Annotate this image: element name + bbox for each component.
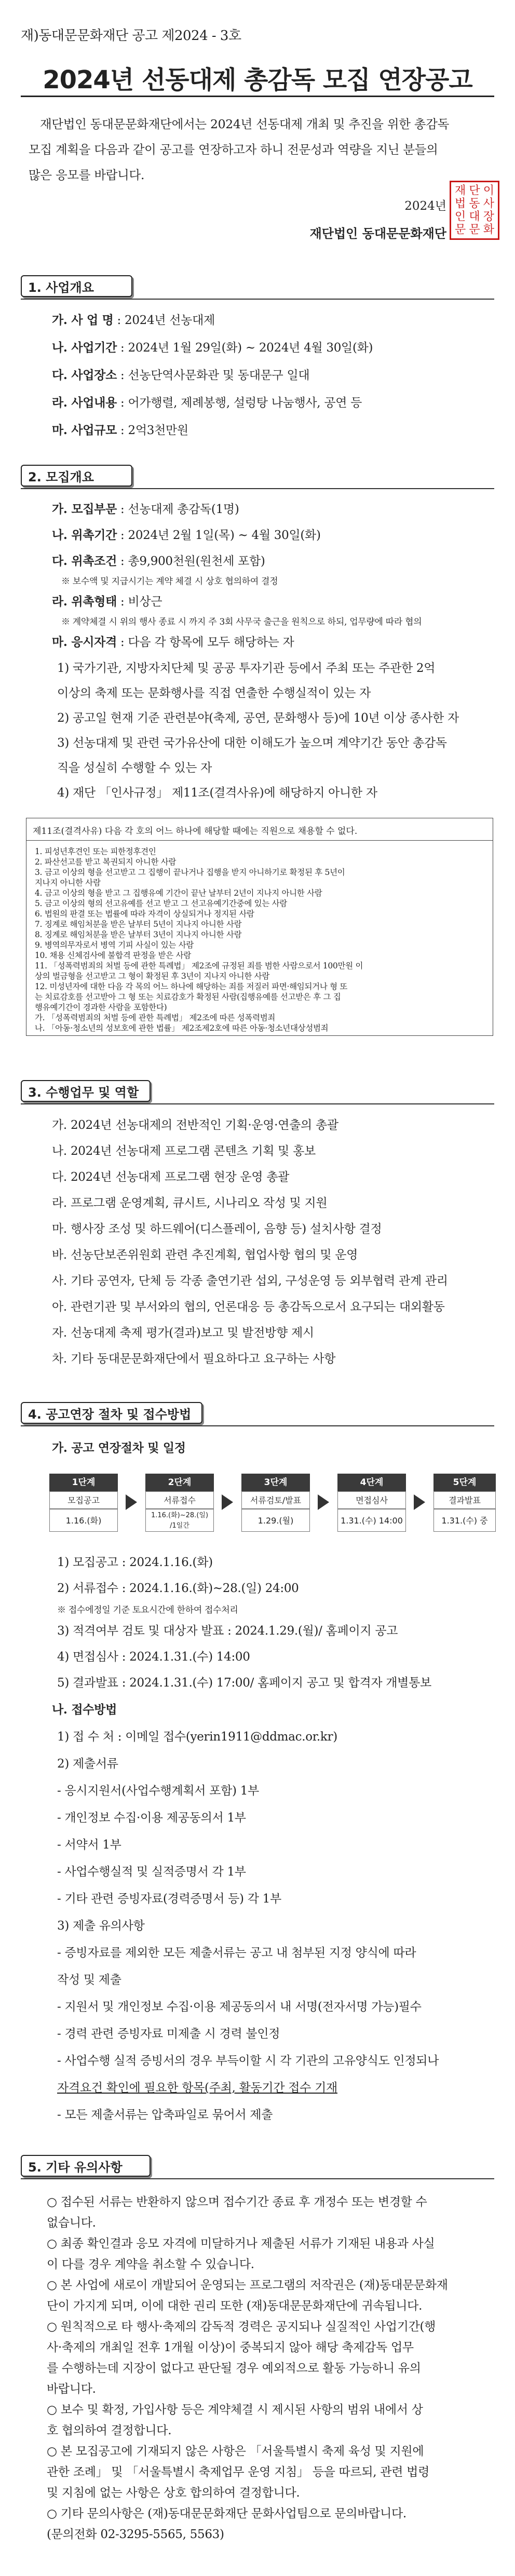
note-line: ○ 본 모집공고에 기재되지 않은 사항은 「서울특별시 축제 육성 및 지원에 [47,2445,424,2458]
method-line: 3) 제출 유의사항 [57,1919,145,1933]
note-line: 바랍니다. [47,2382,96,2396]
flow-step-date: 1.16.(화) [49,1509,118,1532]
disqualification-row: 8. 징계로 해임처분을 받은 날부터 3년이 지나지 아니한 사람 [35,930,242,939]
note-line: 및 지침에 없는 사항은 상호 합의하여 결정합니다. [47,2486,300,2500]
disqualification-row: 3. 금고 이상의 형을 선고받고 그 집행이 끝나거나 집행을 받지 아니하기로 확정된 후 5년이 [35,868,345,877]
disqualification-row: 10. 채용 신체검사에 불합격 판정을 받은 사람 [35,951,191,960]
method-line: - 기타 관련 증빙자료(경력증명서 등) 각 1부 [57,1892,281,1906]
section-divider [21,1103,494,1104]
recruit-item: 다. 위촉조건 : 총9,900천원(원천세 포함) [52,554,265,568]
qualification-line: 직을 성실히 수행할 수 있는 자 [57,761,212,775]
disqualification-row: 행유예기간이 경과한 사람을 포함한다) [35,1003,167,1012]
qualification-line: 2) 공고일 현재 기준 관련분야(축제, 공연, 문화행사 등)에 10년 이상 종사한 자 [57,711,459,725]
section-divider [21,1425,494,1426]
schedule-line: 1) 모집공고 : 2024.1.16.(화) [57,1556,213,1569]
recruit-item: 마. 응시자격 : 다음 각 항목에 모두 해당하는 자 [52,635,294,649]
note-line: ○ 기타 문의사항은 (재)동대문문화재단 문화사업팀으로 문의바랍니다. [47,2507,406,2520]
qualification-line: 3) 선농대제 및 관련 국가유산에 대한 이해도가 높으며 계약기간 동안 총감독 [57,736,447,750]
disqualification-row: 는 치료감호를 선고받아 그 형 또는 치료감호가 확정된 사람(집행유예를 선고받은 후 그 집 [35,992,341,1002]
recruit-item: 가. 모집부문 : 선농대제 총감독(1명) [52,502,239,516]
method-line: 1) 접 수 처 : 이메일 접수(yerin1911@ddmac.or.kr) [57,1730,337,1744]
page-title: 2024년 선동대제 총감독 모집 연장공고 [43,65,472,95]
duty-item: 마. 행사장 조성 및 하드웨어(디스플레이, 음향 등) 설치사항 결정 [52,1222,382,1236]
flow-step-label: 4단계 [337,1474,406,1491]
qualification-line: 4) 재단 「인사규정」 제11조(결격사유)에 해당하지 아니한 자 [57,786,377,800]
flow-step-name: 면접심사 [337,1491,406,1509]
arrow-right-icon [414,1494,425,1510]
method-line: - 응시지원서(사업수행계획서 포함) 1부 [57,1784,259,1798]
note-line: ○ 보수 및 확정, 가입사항 등은 계약체결 시 제시된 사항의 범위 내에서 상 [47,2403,423,2417]
method-line: - 모든 제출서류는 압축파일로 묶어서 제출 [57,2108,273,2122]
method-line: 작성 및 제출 [57,1973,121,1987]
duty-item: 자. 선농대제 축제 평가(결과)보고 및 발전방향 제시 [52,1326,314,1340]
intro-paragraph [29,112,485,188]
method-line: - 사업수행실적 및 실적증명서 각 1부 [57,1865,246,1879]
schedule-line: 4) 면접심사 : 2024.1.31.(수) 14:00 [57,1650,250,1664]
method-line: - 개인정보 수집·이용 제공동의서 1부 [57,1811,246,1825]
recruit-item: 라. 위촉형태 : 비상근 [52,595,162,609]
arrow-right-icon [222,1494,233,1510]
note-text: ※ 계약체결 시 위의 행사 종료 시 까지 주 3회 사무국 출근을 원칙으로 하되, 업무량에 따라 협의 [61,617,422,627]
disqualification-row: 가. 「성폭력범죄의 처벌 등에 관한 특례법」 제2조에 따른 성폭력범죄 [35,1013,276,1022]
schedule-line: 5) 결과발표 : 2024.1.31.(수) 17:00/ 홈페이지 공고 및 합격자 개별통보 [57,1676,431,1690]
duty-item: 다. 2024년 선농대제 프로그램 현장 운영 총괄 [52,1170,290,1184]
disqualification-box [26,818,493,1036]
note-line: 이 다를 경우 계약을 취소할 수 있습니다. [47,2258,254,2271]
notice-date: 2024년 [404,199,446,213]
flow-step-date: 1.16.(화)~28.(일) /1일간 [145,1509,214,1532]
duty-item: 차. 기타 동대문문화재단에서 필요하다고 요구하는 사항 [52,1352,336,1366]
flow-step-label: 5단계 [433,1474,496,1491]
note-line: 를 수행하는데 지장이 없다고 판단될 경우 예외적으로 활동 가능하니 유의 [47,2362,421,2375]
recruit-item: 나. 위촉기간 : 2024년 2월 1일(목) ~ 4월 30일(화) [52,528,321,542]
organization-name: 재단법인 동대문문화재단 [309,226,446,241]
section-heading-duties: 3. 수행업무 및 역할 [21,1080,151,1102]
duty-item: 아. 관련기관 및 부서와의 협의, 언론대응 등 총감독으로서 요구되는 대외활동 [52,1300,445,1314]
overview-item: 라. 사업내용 : 어가행렬, 제례봉행, 설렁탕 나눔행사, 공연 등 [52,396,362,410]
section-divider [21,2178,494,2179]
flow-step-label: 2단계 [145,1474,214,1491]
note-line: ○ 접수된 서류는 반환하지 않으며 접수기간 종료 후 개정수 또는 변경할 수 [47,2195,427,2209]
duty-item: 라. 프로그램 운영계획, 큐시트, 시나리오 작성 및 지원 [52,1196,328,1210]
flow-step-name: 서류검토/발표 [241,1491,310,1509]
duty-item: 나. 2024년 선농대제 프로그램 콘텐츠 기획 및 홍보 [52,1144,316,1158]
arrow-right-icon [126,1494,137,1510]
note-line: ○ 본 사업에 새로이 개발되어 운영되는 프로그램의 저작권은 (재)동대문문화재 [47,2278,448,2292]
section-heading-recruitment: 2. 모집개요 [21,465,132,487]
note-line: 없습니다. [47,2216,96,2230]
disqualification-row: 4. 금고 이상의 형을 받고 그 집행유예 기간이 끝난 날부터 2년이 지나지 아니한 사람 [35,888,322,898]
section-heading-notes: 5. 기타 유의사항 [21,2155,151,2177]
qualification-line: 1) 국가기관, 지방자치단체 및 공공 투자기관 등에서 주최 또는 주관한 2억 [57,662,436,675]
section-divider [21,299,494,300]
flow-step-date: 1.31.(수) 중 [433,1509,496,1532]
note-line: ○ 원칙적으로 타 행사·축제의 감독적 경력은 공지되나 실질적인 사업기간(행 [47,2320,436,2334]
title-divider [21,96,494,97]
arrow-right-icon [318,1494,329,1510]
flow-step-date: 1.29.(월) [241,1509,310,1532]
disqualification-row: 7. 징계로 해임처분을 받은 날부터 5년이 지나지 아니한 사람 [35,920,242,929]
note-line: 사·축제의 개최일 전후 1개월 이상)이 중복되지 않아 해당 축제감독 업무 [47,2341,414,2354]
schedule-note: ※ 접수에정일 기준 토요시간에 한하여 접수처리 [57,1605,238,1615]
disqualification-row: 지나지 아니한 사람 [35,878,101,887]
section-heading-overview: 1. 사업개요 [21,275,132,297]
overview-item: 가. 사 업 명 : 2024년 선농대제 [52,313,215,327]
disqualification-row: 6. 법원의 판결 또는 법률에 따라 자격이 상실되거나 정지된 사람 [35,909,254,919]
overview-item: 마. 사업규모 : 2억3천만원 [52,423,188,437]
method-line: - 증빙자료를 제외한 모든 제출서류는 공고 내 첨부된 지정 양식에 따라 [57,1946,416,1960]
duty-item: 사. 기타 공연자, 단체 등 각종 출연기관 섭외, 구성운영 등 외부협력 관계 관리 [52,1274,448,1288]
duty-item: 바. 선농단보존위원회 관련 추진계획, 협업사항 협의 및 운영 [52,1248,358,1262]
disqualification-row: 9. 병역의무자로서 병역 기피 사실이 있는 사람 [35,940,194,950]
flow-step-date: 1.31.(수) 14:00 [337,1509,406,1532]
subsection-heading: 가. 공고 연장절차 및 일정 [52,1441,186,1455]
subsection-heading: 나. 접수방법 [52,1703,117,1717]
intro-line: 재단법인 동대문문화재단에서는 2024년 선동대제 개최 및 추진을 위한 총감독 [40,117,449,131]
flow-step-label: 1단계 [49,1474,118,1491]
disqualification-row: 상의 벌금형을 선고받고 그 형이 확정된 후 3년이 지나지 아니한 사람 [35,972,270,981]
schedule-line: 2) 서류접수 : 2024.1.16.(화)~28.(일) 24:00 [57,1582,299,1595]
disqualification-row: 12. 미성년자에 대한 다음 각 목의 어느 하나에 해당하는 죄를 저질러 파면·해임되거나 형 또 [35,982,348,991]
disqualification-heading: 제11조(결격사유) 다음 각 호의 어느 하나에 해당할 때에는 직원으로 채용할 수 없다. [33,826,358,837]
note-line: 관한 조례」 및 「서울특별시 축제업무 운영 지침」 등을 따르되, 관련 법령 [47,2465,430,2479]
section-heading-procedure: 4. 공고연장 절차 및 접수방법 [21,1402,202,1424]
flow-step-label: 3단계 [241,1474,310,1491]
disqualification-row: 5. 금고 이상의 형의 선고유예를 선고 받고 그 선고유예기간중에 있는 사람 [35,899,287,908]
flow-step-name: 결과발표 [433,1491,496,1509]
note-text: ※ 보수액 및 지급시기는 계약 체결 시 상호 협의하여 결정 [61,576,278,587]
intro-line: 많은 응모를 바랍니다. [29,168,145,182]
method-line: - 사업수행 실적 증빙서의 경우 부득이할 시 각 기관의 고유양식도 인정되나 [57,2054,439,2068]
method-line: 2) 제출서류 [57,1757,118,1771]
method-line: - 지원서 및 개인정보 수집·이용 제공동의서 내 서명(전자서명 가능)필수 [57,2000,422,2014]
note-line: 단이 가지게 되며, 이에 대한 권리 또한 (재)동대문문화재단에 귀속됩니다. [47,2299,423,2313]
note-line: 호 협의하여 결정합니다. [47,2424,172,2437]
schedule-line: 3) 적격여부 검토 및 대상자 발표 : 2024.1.29.(월)/ 홈페이지 공고 [57,1624,398,1638]
qualification-line: 이상의 축제 또는 문화행사를 직접 연출한 수행실적이 있는 자 [57,686,371,700]
notice-number: 재)동대문문화재단 공고 제2024 - 3호 [21,28,241,44]
note-line: (문의전화 02-3295-5565, 5563) [47,2528,224,2541]
overview-item: 다. 사업장소 : 선농단역사문화관 및 동대문구 일대 [52,368,310,382]
disqualification-row: 1. 피성년후견인 또는 피한정후견인 [35,847,156,856]
method-line: - 서약서 1부 [57,1838,121,1852]
duty-item: 가. 2024년 선농대제의 전반적인 기획·운영·연출의 총괄 [52,1118,338,1132]
method-line: - 경력 관련 증빙자료 미제출 시 경력 불인정 [57,2027,280,2041]
disqualification-row: 2. 파산선고를 받고 복권되지 아니한 사람 [35,857,177,867]
overview-item: 나. 사업기간 : 2024년 1월 29일(화) ~ 2024년 4월 30일(화) [52,341,373,355]
flow-step-name: 모집공고 [49,1491,118,1509]
disqualification-row: 11. 「성폭력범죄의 처벌 등에 관한 특례법」 제2조에 규정된 죄를 범한 사람으로서 100만원 이 [35,961,363,970]
section-divider [21,488,494,489]
box-divider [26,840,493,841]
official-seal-icon: 재 단 이 법 동 사 인 대 장 문 문 화 [450,181,499,240]
method-line: 자격요건 확인에 필요한 항목(주최, 활동기간 접수 기재 [57,2081,337,2095]
flow-step-name: 서류접수 [145,1491,214,1509]
intro-line: 모집 계획을 다음과 같이 공고를 연장하고자 하니 전문성과 역량을 지닌 분들의 [29,142,438,157]
disqualification-row: 나. 「아동·청소년의 성보호에 관한 법률」 제2조제2호에 따른 아동·청소년대상성범죄 [35,1023,329,1033]
note-line: ○ 최종 확인결과 응모 자격에 미달하거나 제출된 서류가 기재된 내용과 사실 [47,2237,435,2250]
